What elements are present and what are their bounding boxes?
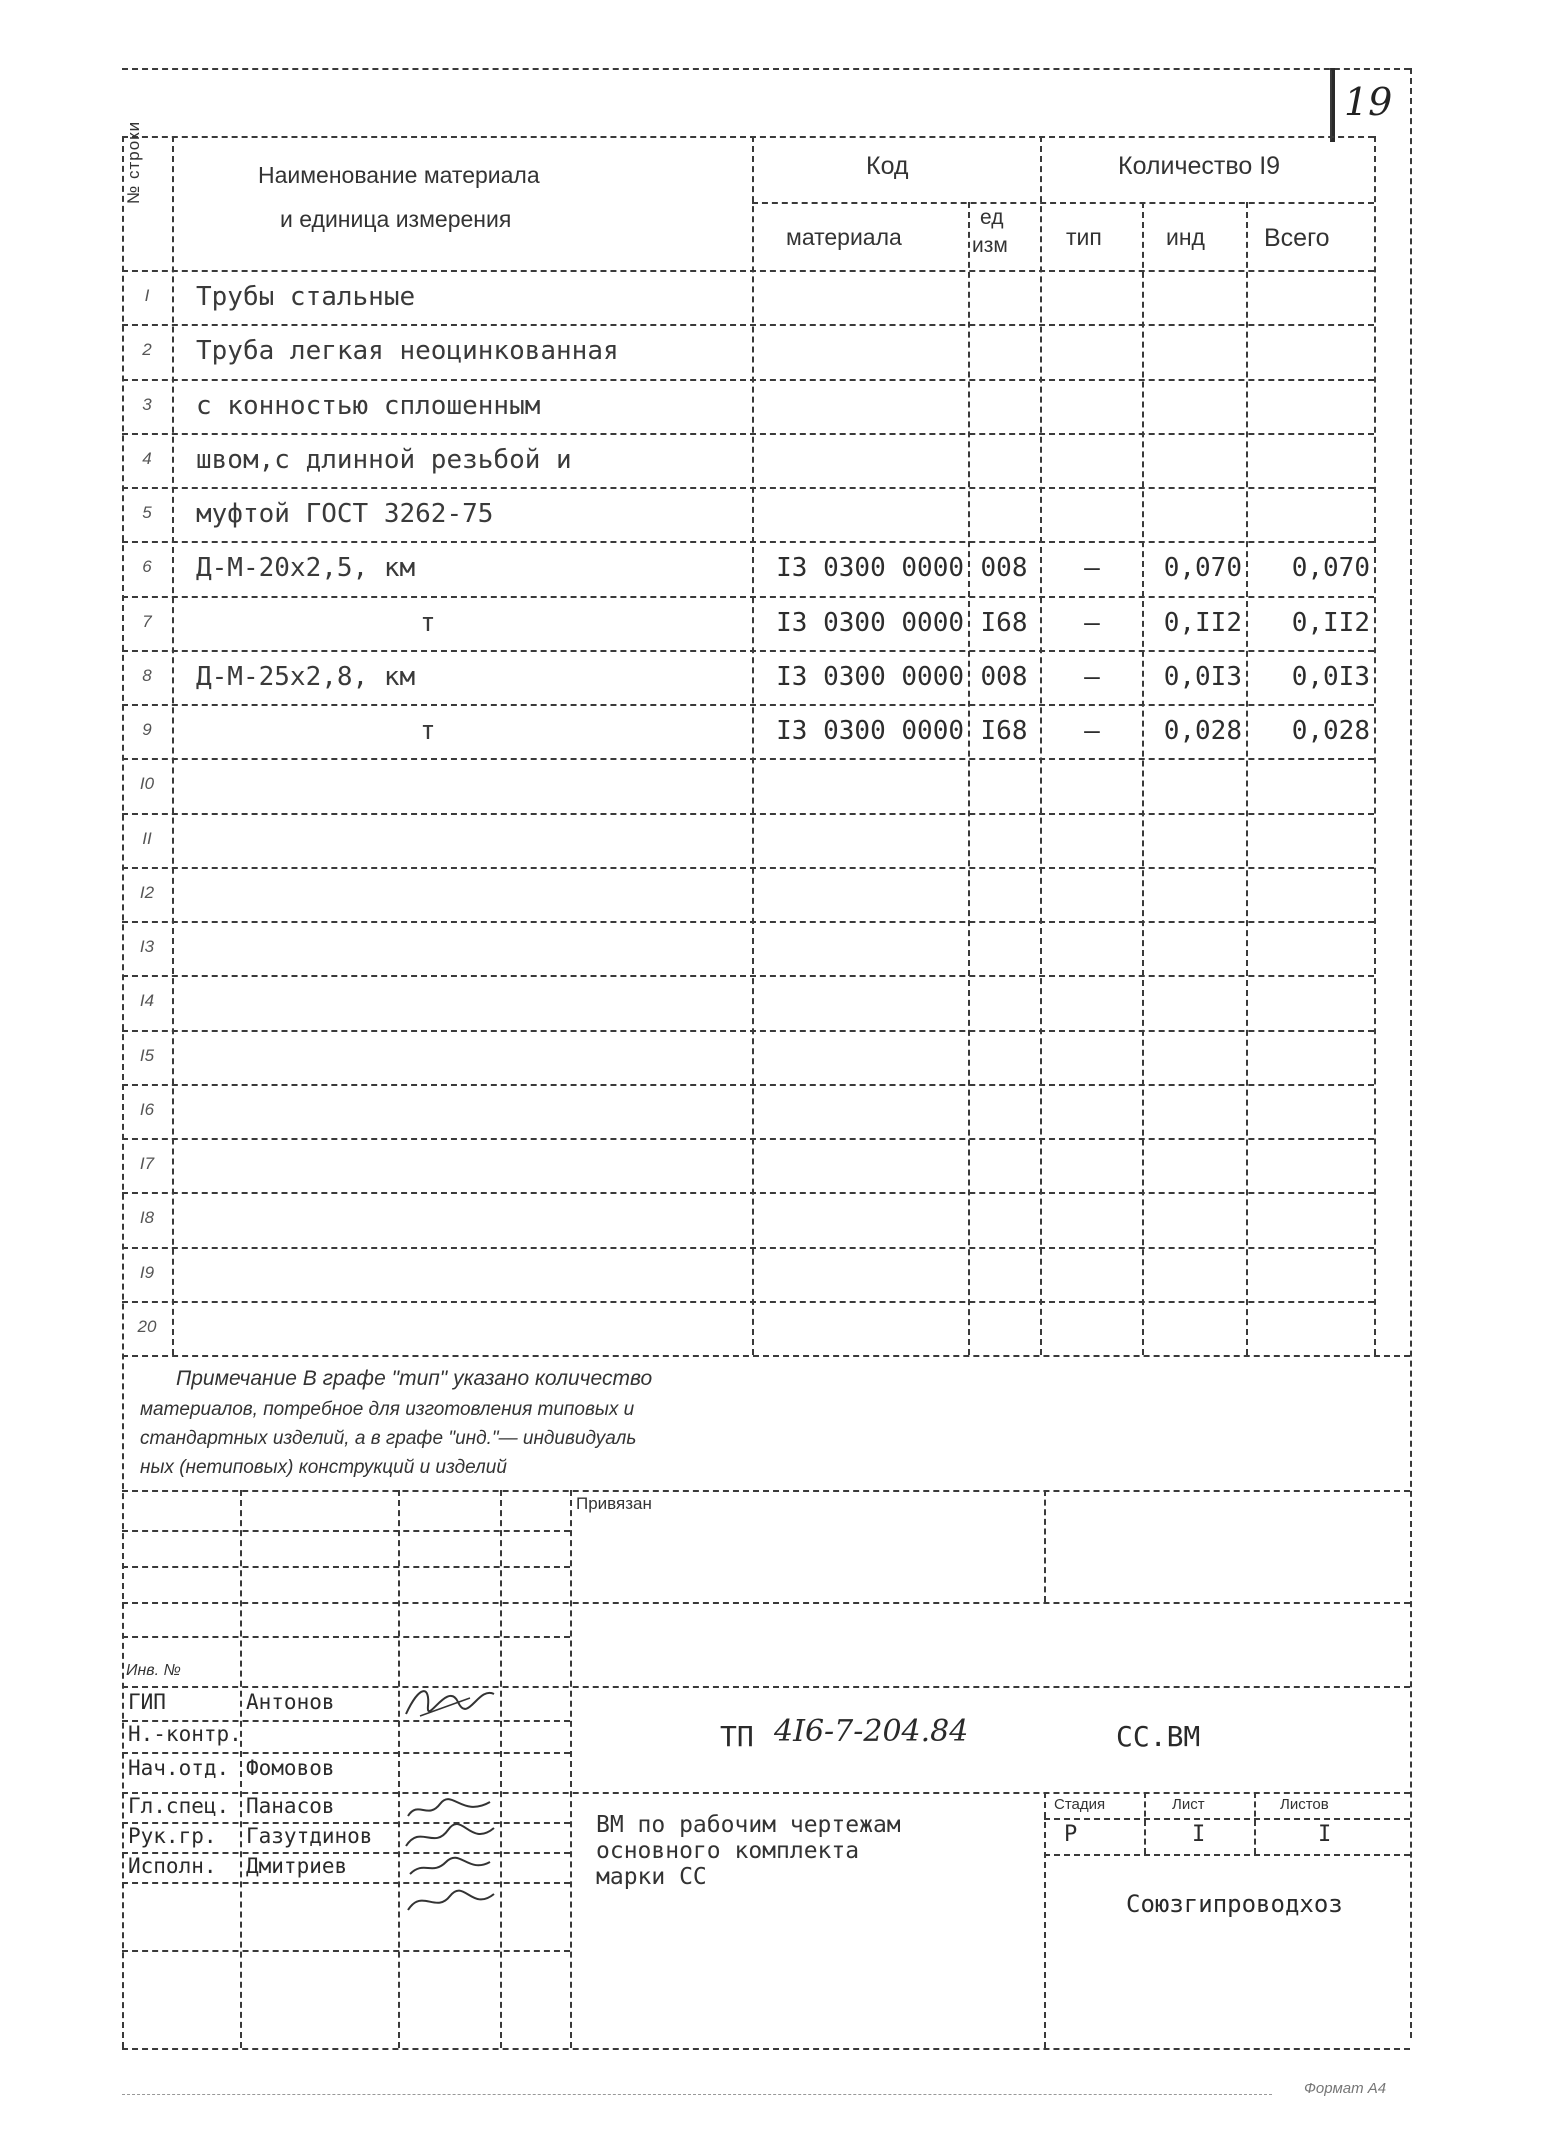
header-row-number: № строки [124, 120, 143, 204]
table-left-border [122, 136, 124, 2048]
row-separator [122, 1301, 1374, 1303]
page-number: 19 [1344, 80, 1393, 124]
row-cell-unit: 008 [980, 553, 1028, 584]
row-cell-unit: I68 [980, 607, 1028, 638]
row-cell-unit: 008 [980, 661, 1028, 692]
row-number: I3 [139, 937, 155, 956]
row-cell-mat: I3 0300 0000 [776, 661, 964, 692]
row-cell-name: Труба легкая неоцинкованная [196, 336, 619, 367]
row-number: I7 [139, 1154, 155, 1173]
document-code-number: 4I6-7-204.84 [774, 1714, 969, 1749]
title-line-b [122, 1566, 570, 1568]
signature-fomovov [400, 1794, 500, 1824]
row-cell-ind: 0,II2 [1163, 607, 1242, 638]
row-number: I4 [139, 991, 155, 1011]
title-block-divider-main [570, 1490, 572, 2048]
title-block-top-line [122, 1490, 1410, 1492]
title-line-c [122, 1602, 1410, 1604]
row-separator [122, 487, 1374, 489]
row-number: I [144, 286, 150, 305]
signer-name: Дмитриев [246, 1854, 348, 1878]
signature-dmitriev [400, 1884, 500, 1918]
row-separator [122, 975, 1374, 977]
document-title-line3: марки СС [596, 1864, 707, 1890]
row-separator [122, 813, 1374, 815]
col-divider-type [1142, 202, 1144, 1355]
row-cell-name: т [420, 716, 436, 746]
document-code-suffix: СС.ВМ [1116, 1720, 1201, 1753]
sheet-label: Лист [1172, 1796, 1205, 1813]
inventory-number-label: Инв. № [126, 1662, 181, 1679]
stage-row-bottom [1044, 1854, 1410, 1856]
header-total: Всего [1264, 224, 1330, 252]
top-border [122, 68, 1410, 70]
row-cell-name: Трубы стальные [196, 282, 416, 312]
title-line-a [122, 1530, 570, 1532]
row-cell-total: 0,028 [1291, 716, 1370, 746]
row-separator [122, 379, 1374, 381]
row-number: 3 [142, 394, 152, 414]
row-cell-mat: I3 0300 0000 [776, 607, 964, 638]
header-material: материала [786, 224, 902, 250]
row-number: I9 [139, 1262, 155, 1282]
row-number: 2 [142, 340, 152, 360]
header-code: Код [866, 152, 909, 180]
header-type: тип [1066, 224, 1102, 250]
stage-row-split [1044, 1818, 1410, 1820]
stage-col-1 [1144, 1792, 1146, 1854]
row-cell-name: Д-М-20х2,5, км [196, 553, 416, 584]
page-number-box-right [1410, 68, 1412, 2038]
row-separator [122, 433, 1374, 435]
header-split-line [752, 202, 1374, 204]
stage-label: Стадия [1054, 1796, 1106, 1813]
row-cell-name: муфтой ГОСТ 3262-75 [196, 499, 494, 529]
signer-name: Фомовов [246, 1756, 335, 1780]
row-separator [122, 650, 1374, 652]
organization-name: Союзгипроводхоз [1126, 1890, 1343, 1918]
stage-box-left [1044, 1792, 1046, 2048]
row-number: I6 [139, 1099, 155, 1119]
note-line-1: Примечание В графе "тип" указано количество [176, 1367, 653, 1390]
row-cell-name: с конностью сплошенным [196, 390, 541, 421]
header-name-line2: и единица измерения [280, 206, 512, 232]
attached-label: Привязан [576, 1494, 652, 1513]
signer-name: Антонов [246, 1690, 335, 1714]
row-cell-total: 0,0I3 [1291, 661, 1370, 692]
row-cell-type: – [1084, 661, 1100, 692]
row-number: 8 [142, 665, 152, 685]
row-number: 20 [137, 1316, 157, 1336]
title-col-1 [240, 1490, 242, 2048]
signer-name: Панасов [246, 1794, 335, 1818]
title-line-k [122, 1882, 570, 1884]
header-quantity: Количество I9 [1118, 152, 1281, 180]
note-line-3: стандартных изделий, а в графе "инд."— индивидуаль [140, 1428, 637, 1449]
signer-role: Н.-контр. [128, 1722, 242, 1746]
row-separator [122, 921, 1374, 923]
row-number: II [142, 828, 152, 848]
stage-value: Р [1064, 1822, 1078, 1847]
header-name-line1: Наименование материала [258, 162, 540, 188]
signer-role: Гл.спец. [128, 1794, 230, 1818]
row-separator [122, 1138, 1374, 1140]
row-separator [122, 596, 1374, 598]
row-cell-mat: I3 0300 0000 [776, 553, 964, 584]
col-divider-unit [1040, 136, 1042, 1355]
header-unit-line1: ед [980, 206, 1004, 229]
row-number: 5 [142, 503, 152, 522]
header-bottom-line [122, 270, 1374, 272]
col-divider-material [968, 202, 970, 1355]
title-col-3 [500, 1490, 502, 2048]
title-line-d [122, 1636, 570, 1638]
row-separator [122, 1192, 1374, 1194]
page-number-box-left [1330, 68, 1335, 142]
note-line-2: материалов, потребное для изготовления типовых и [140, 1399, 635, 1420]
row-cell-type: – [1084, 607, 1100, 638]
document-code-prefix: ТП [720, 1720, 754, 1753]
row-cell-total: 0,II2 [1291, 607, 1370, 638]
sheets-label: Листов [1280, 1796, 1329, 1813]
title-line-l [122, 1950, 570, 1952]
row-number: I8 [139, 1208, 155, 1228]
header-ind: инд [1166, 224, 1205, 250]
table-right-border [1374, 136, 1376, 1355]
row-cell-type: – [1084, 553, 1100, 584]
row-number: I5 [139, 1045, 155, 1065]
document-title-line1: ВМ по рабочим чертежам [596, 1812, 901, 1838]
signature-gazutdinov [400, 1852, 500, 1882]
row-number: 6 [142, 557, 152, 577]
row-cell-name: т [420, 607, 436, 638]
title-line-g [122, 1752, 570, 1754]
row-number: 7 [142, 611, 152, 631]
row-separator [122, 324, 1374, 326]
row-separator [122, 867, 1374, 869]
note-top-line [122, 1355, 1410, 1357]
row-cell-mat: I3 0300 0000 [776, 716, 964, 746]
row-separator [122, 704, 1374, 706]
note-line-4: ных (нетиповых) конструкций и изделий [140, 1457, 507, 1478]
footer-format: Формат А4 [1304, 2080, 1387, 2097]
col-divider-rownum [172, 136, 174, 1355]
row-separator [122, 758, 1374, 760]
signer-role: Исполн. [128, 1854, 217, 1878]
row-number: I0 [139, 774, 155, 794]
row-cell-ind: 0,070 [1163, 553, 1242, 584]
title-block-bottom-line [122, 2048, 1410, 2050]
row-separator [122, 1030, 1374, 1032]
sheets-value: I [1318, 1822, 1332, 1847]
row-cell-total: 0,070 [1291, 553, 1370, 584]
row-separator [122, 541, 1374, 543]
title-line-e [122, 1686, 1410, 1688]
title-col-2 [398, 1490, 400, 2048]
signer-role: Рук.гр. [128, 1824, 217, 1848]
signer-role: ГИП [128, 1690, 166, 1714]
attached-divider [1044, 1490, 1046, 1602]
row-cell-type: – [1084, 716, 1100, 746]
stage-col-2 [1254, 1792, 1256, 1854]
signer-role: Нач.отд. [128, 1756, 230, 1780]
header-unit-line2: изм [972, 234, 1008, 257]
row-cell-ind: 0,028 [1163, 716, 1242, 746]
row-cell-unit: I68 [980, 716, 1028, 746]
row-cell-name: швом,с длинной резьбой и [196, 444, 572, 475]
col-divider-ind [1246, 202, 1248, 1355]
document-title-line2: основного комплекта [596, 1838, 860, 1864]
table-top-border [122, 136, 1374, 138]
row-cell-name: Д-М-25х2,8, км [196, 661, 416, 692]
signature-antonov [400, 1676, 500, 1724]
row-number: 9 [142, 720, 152, 739]
sheet-value: I [1192, 1822, 1206, 1847]
row-separator [122, 1084, 1374, 1086]
footer-line [122, 2094, 1272, 2095]
row-number: 4 [142, 448, 152, 468]
row-separator [122, 1247, 1374, 1249]
signature-panasov [400, 1822, 500, 1852]
row-number: I2 [139, 882, 155, 902]
row-cell-ind: 0,0I3 [1163, 661, 1242, 692]
signer-name: Газутдинов [246, 1824, 373, 1848]
